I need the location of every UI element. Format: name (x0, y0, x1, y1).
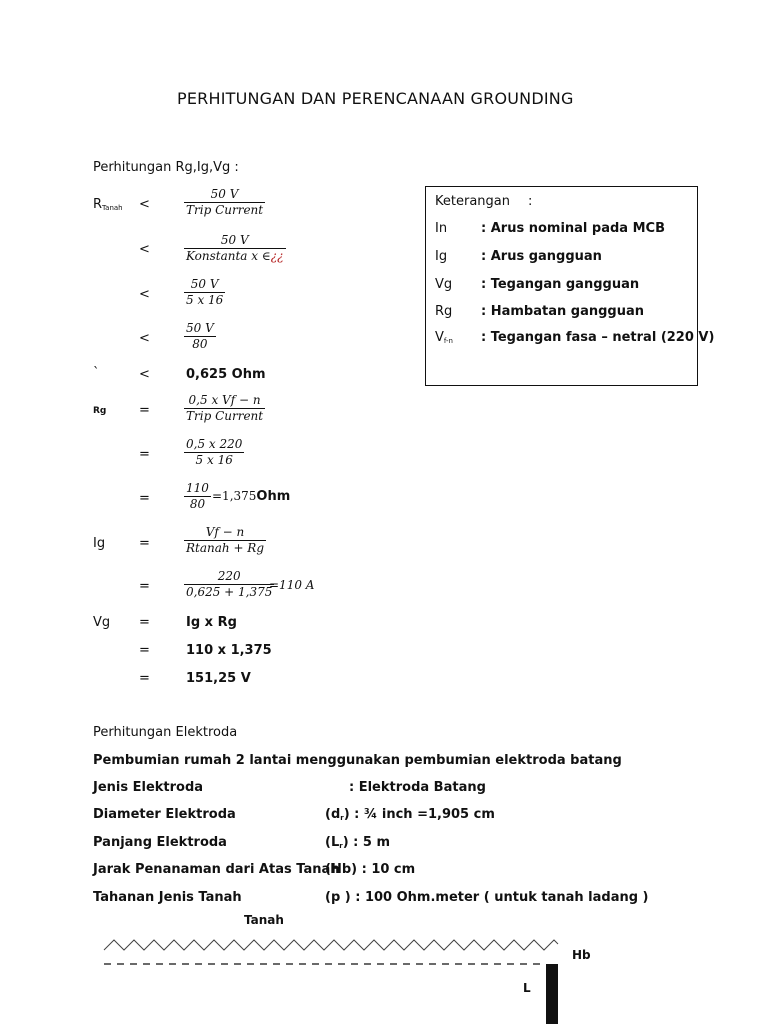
rtanah-symbol: R (93, 197, 103, 212)
rtanah-fraction-1 (184, 187, 265, 218)
elektroda-row-value: (Hb) : 10 cm (325, 862, 416, 877)
keterangan-symbol: Ig (435, 249, 448, 264)
ig-result: =110 A (269, 578, 315, 592)
rtanah-result: 0,625 Ohm (186, 367, 266, 382)
elektroda-row-value (325, 807, 495, 822)
rg-result (212, 489, 290, 504)
ig-fraction-2 (184, 569, 274, 600)
ground-diagram (100, 934, 570, 1024)
vg-value-3: 151,25 V (186, 671, 251, 686)
vg-label: Vg (93, 615, 111, 630)
fraction-numerator: 50 V (220, 233, 249, 247)
rg-fraction-2 (184, 437, 244, 468)
diagram-label-tanah: Tanah (244, 913, 284, 927)
fraction-denominator: Trip Current (186, 409, 264, 423)
elektroda-row-label: Tahanan Jenis Tanah (93, 890, 242, 905)
value-subscript: r (340, 814, 344, 822)
fraction-denominator: 80 (189, 497, 206, 511)
fraction-numerator: 220 (217, 569, 241, 583)
elektroda-row-value: (p ) : 100 Ohm.meter ( untuk tanah ladang ) (325, 890, 649, 905)
fraction-numerator: 0,5 x 220 (186, 437, 243, 451)
fraction-denominator: 5 x 16 (186, 293, 224, 307)
value-prefix: (L (325, 835, 340, 850)
rtanah-result-op: < (139, 367, 150, 382)
denominator-text: Konstanta x ∈ (186, 249, 271, 263)
value-rest: ) : 5 m (342, 835, 390, 850)
rg-op-3: = (139, 491, 150, 506)
symbol-subscript: f-n (443, 337, 453, 345)
ig-op-2: = (139, 579, 150, 594)
rg-fraction-3 (184, 481, 211, 512)
keterangan-symbol (435, 330, 453, 345)
ig-label: Ig (93, 536, 106, 551)
vg-value-2: 110 x 1,375 (186, 643, 272, 658)
electrode-rod (546, 964, 558, 1024)
rtanah-fraction-2 (184, 233, 286, 264)
rtanah-op-2: < (139, 242, 150, 257)
result-mark: ` (93, 366, 100, 381)
rg-result-unit: Ohm (256, 489, 291, 504)
value-subscript: r (339, 842, 343, 850)
keterangan-description: : Tegangan fasa – netral (220 V) (481, 330, 715, 345)
soil-zigzag-line (104, 940, 558, 950)
rtanah-op-4: < (139, 331, 150, 346)
keterangan-symbol: In (435, 221, 448, 236)
fraction-numerator: 50 V (190, 277, 219, 291)
elektroda-row-value (325, 835, 390, 850)
diagram-label-l: L (523, 981, 531, 995)
fraction-denominator: 80 (192, 337, 208, 351)
keterangan-symbol: Rg (435, 304, 453, 319)
keterangan-description: : Hambatan gangguan (481, 304, 644, 319)
elektroda-heading: Perhitungan Elektroda (93, 725, 238, 740)
elektroda-row-label: Panjang Elektroda (93, 835, 227, 850)
keterangan-description: : Arus gangguan (481, 249, 602, 264)
keterangan-box (425, 186, 715, 386)
rg-op-1: = (139, 403, 150, 418)
rg-label: Rg (93, 406, 107, 416)
vg-op-1: = (139, 615, 150, 630)
fraction-denominator: 5 x 16 (195, 453, 233, 467)
fraction-denominator: 0,625 + 1,375 (186, 585, 273, 599)
elektroda-intro: Pembumian rumah 2 lantai menggunakan pembumian elektroda batang (93, 753, 622, 768)
page-title: PERHITUNGAN DAN PERENCANAAN GROUNDING (177, 89, 574, 108)
rtanah-subscript: Tanah (102, 204, 123, 212)
keterangan-colon: : (528, 194, 533, 209)
rg-op-2: = (139, 447, 150, 462)
elektroda-row-value: : Elektroda Batang (349, 780, 486, 795)
value-rest: ) : ¾ inch =1,905 cm (343, 807, 495, 822)
keterangan-title: Keterangan (435, 194, 510, 209)
value-prefix: (d (325, 807, 341, 822)
elektroda-row-label: Jenis Elektroda (93, 780, 204, 795)
fraction-numerator: Vf − n (205, 525, 245, 539)
rtanah-op-3: < (139, 287, 150, 302)
elektroda-row-label: Jarak Penanaman dari Atas Tanah (93, 862, 340, 877)
rtanah-fraction-3 (184, 277, 225, 308)
rtanah-op-1: < (139, 197, 150, 212)
fraction-numerator: 50 V (210, 187, 239, 201)
keterangan-symbol: Vg (435, 277, 453, 292)
vg-op-2: = (139, 643, 150, 658)
fraction-denominator: Trip Current (186, 203, 264, 217)
elektroda-row-label: Diameter Elektroda (93, 807, 236, 822)
vg-op-3: = (139, 671, 150, 686)
fraction-denominator: Rtanah + Rg (186, 541, 265, 555)
symbol-main: V (435, 330, 444, 345)
fraction-numerator: 110 (186, 481, 209, 495)
fraction-denominator (184, 249, 286, 264)
rg-fraction-1 (184, 393, 265, 424)
rtanah-fraction-4 (184, 321, 216, 352)
rg-result-value: =1,375 (212, 489, 257, 503)
keterangan-description: : Tegangan gangguan (481, 277, 640, 292)
diagram-label-hb: Hb (572, 948, 591, 962)
render-error-glyph: ¿¿ (270, 249, 284, 263)
keterangan-header (435, 194, 510, 209)
keterangan-description: : Arus nominal pada MCB (481, 221, 665, 236)
rtanah-label (93, 197, 123, 212)
ig-op-1: = (139, 536, 150, 551)
fraction-numerator: 0,5 x Vf − n (188, 393, 261, 407)
vg-value-1: Ig x Rg (186, 615, 237, 630)
fraction-numerator: 50 V (186, 321, 214, 335)
section-heading-rg-ig-vg: Perhitungan Rg,Ig,Vg : (93, 160, 239, 175)
ig-fraction-1 (184, 525, 266, 556)
